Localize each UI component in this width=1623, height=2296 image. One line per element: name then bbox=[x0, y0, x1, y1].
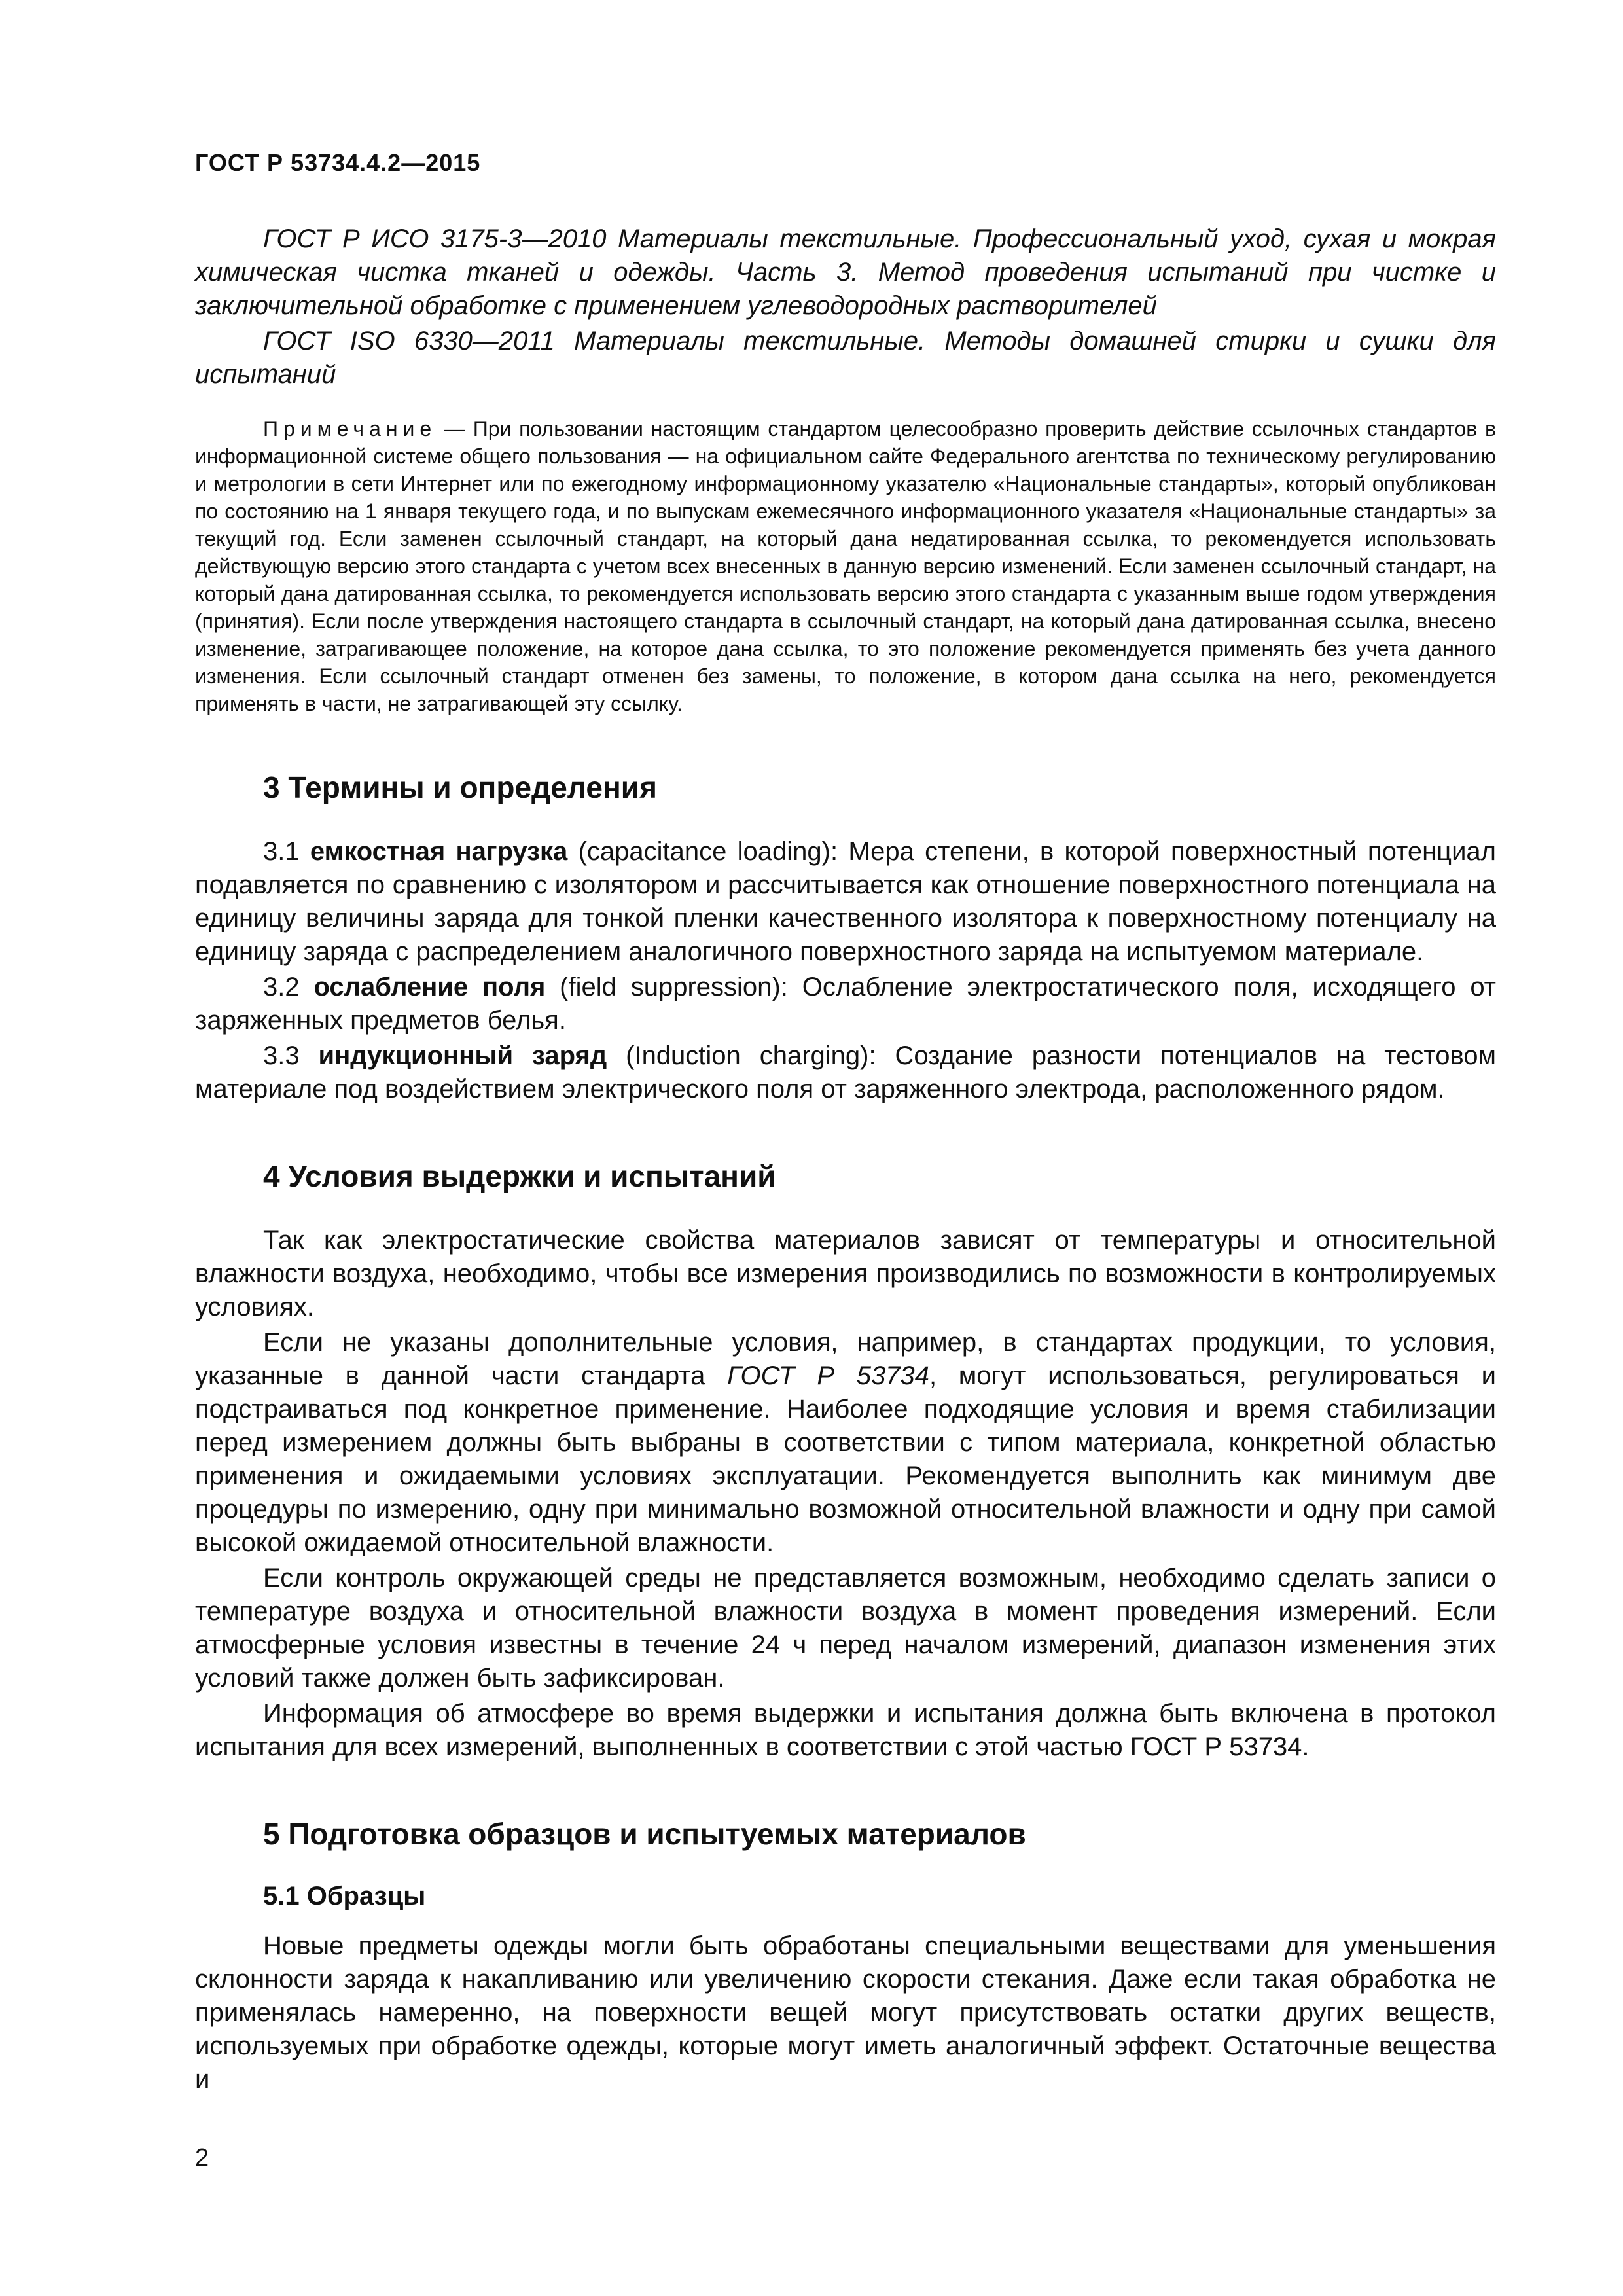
section-3-title: 3 Термины и определения bbox=[263, 770, 657, 804]
paragraph-text: Если не указаны дополнительные условия, например, в стандартах продукции, то условия, указанные в данной части стандарта bbox=[195, 1328, 1496, 1390]
document-body bbox=[195, 223, 1496, 2098]
body-paragraph bbox=[195, 1326, 1496, 1560]
subsection-5-1-title: 5.1 Образцы bbox=[263, 1882, 426, 1910]
body-paragraph: Так как электростатические свойства материалов зависят от температуры и относительной влажности воздуха, необходимо, чтобы все измерения производились по возможности в контролируемых условиях. bbox=[195, 1226, 1496, 1321]
term-definition bbox=[195, 835, 1496, 969]
term-text: (field suppression): Ослабление электростатического поля, исходящего от заряженных предметов белья. bbox=[195, 973, 1497, 1035]
section-5-title: 5 Подготовка образцов и испытуемых материалов bbox=[263, 1817, 1026, 1851]
note-text: — При пользовании настоящим стандартом целесообразно проверить действие ссылочных стандартов в информационной системе общего пользования — на официальном сайте Федерального агентства по техническому регулированию и метрологии в сети Интернет или по ежегодному информационному указателю «Национальные стандарты», который опубликован по состоянию на 1 января текущего года, и по выпускам ежемесячного информационного указателя «Национальные стандарты» за текущий год. Если заменен ссылочный стандарт, на который дана недатированная ссылка, то рекомендуется использовать действующую версию этого стандарта с учетом всех внесенных в данную версию изменений. Если заменен ссылочный стандарт, на который дана датированная ссылка, то рекомендуется использовать версию этого стандарта с указанным выше годом утверждения (принятия). Если после утверждения настоящего стандарта в ссылочный стандарт, на который дана датированная ссылка, внесено изменение, затрагивающее положение, на которое дана ссылка, то это положение рекомендуется применять без учета данного изменения. Если ссылочный стандарт отменен без замены, то положение, в котором дана ссылка на него, рекомендуется применять в части, не затрагивающей эту ссылку. bbox=[195, 417, 1496, 715]
reference-item: ГОСТ ISO 6330—2011 Материалы текстильные. Методы домашней стирки и сушки для испытаний bbox=[195, 327, 1496, 389]
term-number: 3.2 bbox=[263, 973, 314, 1001]
note-paragraph bbox=[195, 415, 1496, 717]
page-number: 2 bbox=[195, 2144, 209, 2172]
term-name: индукционный заряд bbox=[318, 1041, 607, 1070]
term-name: ослабление поля bbox=[313, 973, 546, 1001]
standard-reference: ГОСТ Р 53734 bbox=[727, 1361, 929, 1390]
term-number: 3.1 bbox=[263, 837, 310, 866]
reference-item: ГОСТ Р ИСО 3175-3—2010 Материалы текстильные. Профессиональный уход, сухая и мокрая химическая чистка тканей и одежды. Часть 3. Метод проведения испытаний при чистке и заключительной обработке с применением углеводородных растворителей bbox=[195, 224, 1496, 320]
body-paragraph: Если контроль окружающей среды не представляется возможным, необходимо сделать записи о температуре воздуха и относительной влажности воздуха в момент проведения измерений. Если атмосферные условия известны в течение 24 ч перед началом измерений, диапазон изменения этих условий также должен быть зафиксирован. bbox=[195, 1564, 1496, 1693]
body-paragraph: Информация об атмосфере во время выдержки и испытания должна быть включена в протокол испытания для всех измерений, выполненных в соответствии с этой частью ГОСТ Р 53734. bbox=[195, 1699, 1496, 1761]
document-header: ГОСТ Р 53734.4.2—2015 bbox=[195, 149, 481, 176]
term-text: (Induction charging): Создание разности потенциалов на тестовом материале под воздействием электрического поля от заряженного электрода, расположенного рядом. bbox=[195, 1041, 1496, 1103]
section-4-title: 4 Условия выдержки и испытаний bbox=[263, 1159, 776, 1193]
note-label: Примечание bbox=[263, 417, 437, 440]
term-text: (capacitance loading): Мера степени, в которой поверхностный потенциал подавляется по сравнению с изолятором и рассчитывается как отношение поверхностного потенциала на единицу величины заряда для тонкой пленки качественного изолятора к поверхностному потенциалу на единицу заряда с распределением аналогичного поверхностного заряда на испытуемом материале. bbox=[195, 837, 1496, 966]
term-definition bbox=[195, 971, 1496, 1037]
paragraph-text: , могут использоваться, регулироваться и подстраиваться под конкретное применение. Наиболее подходящие условия и время стабилизации перед измерением должны быть выбраны в соответствии с типом материала, конкретной областью применения и ожидаемыми условиях эксплуатации. Рекомендуется выполнить как минимум две процедуры по измерению, одну при минимально возможной относительной влажности и одну при самой высокой ожидаемой относительной влажности. bbox=[195, 1361, 1497, 1557]
body-paragraph: Новые предметы одежды могли быть обработаны специальными веществами для уменьшения склонности заряда к накапливанию или увеличению скорости стекания. Даже если такая обработка не применялась намеренно, на поверхности вещей могут присутствовать остатки других веществ, используемых при обработке одежды, которые могут иметь аналогичный эффект. Остаточные вещества и bbox=[195, 1931, 1496, 2094]
term-name: емкостная нагрузка bbox=[310, 837, 568, 866]
term-definition bbox=[195, 1039, 1496, 1106]
term-number: 3.3 bbox=[263, 1041, 319, 1070]
